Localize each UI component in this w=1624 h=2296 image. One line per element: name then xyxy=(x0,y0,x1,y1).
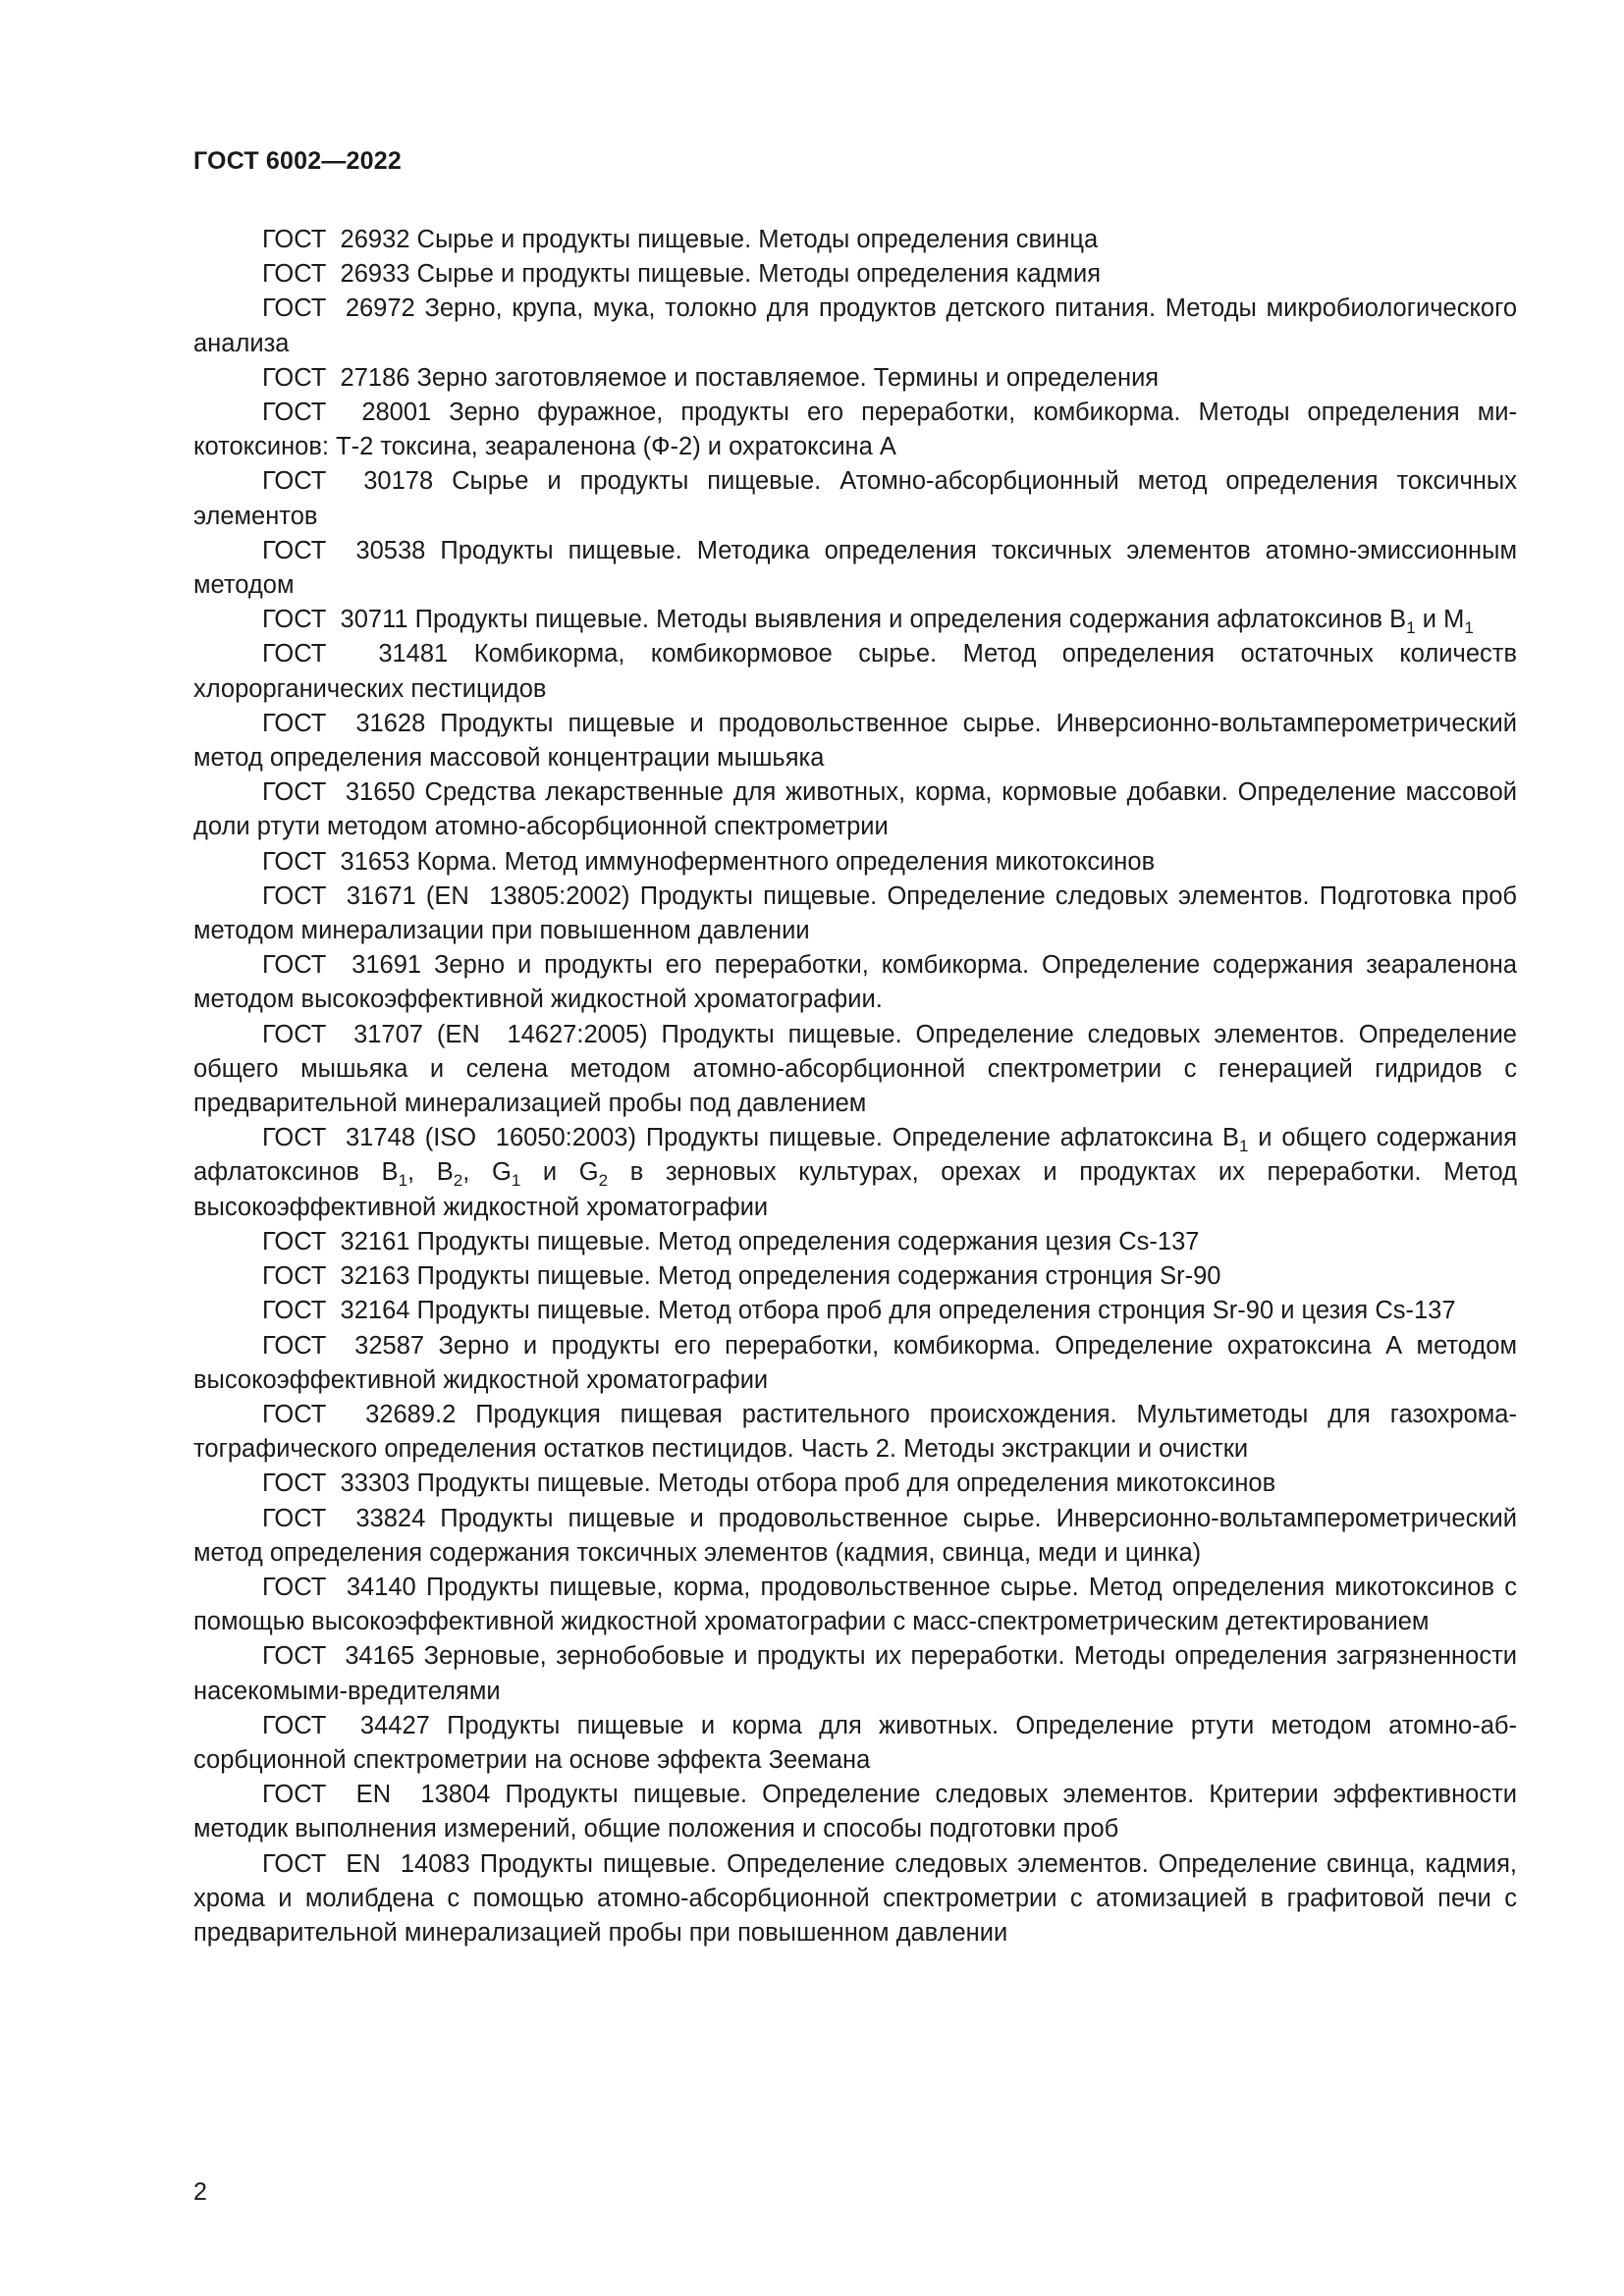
reference-title-text: Продукты пищевые. Метод отбора проб для определения стронция Sr-90 и цезия Cs-137 xyxy=(416,1297,1456,1325)
reference-title-text: Продукты пищевые. Методы отбора проб для определения микотоксинов xyxy=(416,1469,1276,1498)
reference-title-text: Зерно фуражное, продукты его переработки, комбикорма. Методы определения микотоксинов: Т-2 токсина, зеараленона (Ф-2) и охратоксина А xyxy=(193,399,1517,461)
reference-title-text: Комбикорма, комбикормовое сырье. Метод определения остаточных количеств хлорорганических пестицидов xyxy=(193,640,1517,703)
reference-code: ГОСТ 32163 xyxy=(262,1262,410,1291)
reference-title-text: , G xyxy=(462,1158,512,1187)
document-code-header: ГОСТ 6002—2022 xyxy=(193,147,402,175)
subscript-index: 2 xyxy=(453,1171,463,1191)
subscript-index: 1 xyxy=(1238,1137,1249,1156)
reference-code: ГОСТ 26972 xyxy=(262,294,415,323)
subscript-index: 1 xyxy=(1464,618,1474,638)
reference-code: ГОСТ 30538 xyxy=(262,536,426,564)
reference-entry xyxy=(193,880,1517,948)
reference-entry xyxy=(193,1571,1517,1639)
reference-entry xyxy=(193,1121,1517,1225)
reference-code: ГОСТ 30711 xyxy=(262,606,408,634)
reference-title-text: и М xyxy=(1415,606,1465,634)
reference-entry xyxy=(193,603,1517,637)
reference-code: ГОСТ 34165 xyxy=(262,1642,415,1671)
subscript-index: 2 xyxy=(598,1171,609,1191)
reference-code: ГОСТ 26933 xyxy=(262,260,410,289)
reference-entry xyxy=(193,257,1517,292)
reference-code: ГОСТ 32587 xyxy=(262,1331,425,1360)
reference-entry xyxy=(193,1467,1517,1501)
reference-code: ГОСТ 32689.2 xyxy=(262,1400,457,1428)
reference-entry xyxy=(193,1294,1517,1328)
reference-title-text: Продукты пищевые. Методы выявления и определения содержания афлатоксинов В xyxy=(414,606,1407,634)
reference-entry xyxy=(193,1847,1517,1951)
reference-entry xyxy=(193,464,1517,533)
subscript-index: 1 xyxy=(398,1171,408,1191)
reference-code: ГОСТ 31481 xyxy=(262,640,449,668)
reference-code: ГОСТ 30178 xyxy=(262,467,434,496)
reference-entry xyxy=(193,637,1517,706)
reference-title-text: Сырье и продукты пищевые. Методы определения свинца xyxy=(416,226,1099,253)
reference-code: ГОСТ 33303 xyxy=(262,1469,410,1498)
reference-entry xyxy=(193,1778,1517,1846)
reference-title-text: Средства лекарственные для животных, корма, кормовые добавки. Определение массовой доли ртути методом атомно-абсорбционной спектрометрии xyxy=(193,778,1517,841)
reference-code: ГОСТ 31653 xyxy=(262,847,410,876)
reference-title-text: Продукты пищевые. Методика определения токсичных элементов атомно-эмиссионным методом xyxy=(193,536,1518,600)
subscript-index: 1 xyxy=(1406,618,1416,638)
reference-code: ГОСТ 32161 xyxy=(262,1227,410,1255)
reference-title-text: Продукты пищевые и продовольственное сырье. Инверсионно-вольтамперометрический метод определения содержания токсичных элементов (кадмия, свинца, меди и цинка) xyxy=(193,1504,1517,1567)
reference-title-text: Продукты пищевые и корма для животных. Определение ртути методом атомно-абсорбционной спектрометрии на основе эффекта Зеемана xyxy=(193,1711,1517,1774)
reference-title-text: Продукция пищевая растительного происхождения. Мультиметоды для газохроматографического определения остатков пестицидов. Часть 2. Методы экстракции и очистки xyxy=(193,1400,1517,1464)
reference-entry xyxy=(193,396,1517,464)
reference-code: ГОСТ 31628 xyxy=(262,709,426,737)
reference-code: ГОСТ 32164 xyxy=(262,1297,410,1325)
reference-entry xyxy=(193,948,1517,1017)
reference-code: ГОСТ 28001 xyxy=(262,399,432,427)
reference-code: ГОСТ 31748 (ISO 16050:2003) xyxy=(262,1124,636,1152)
reference-title-text: Зерновые, зернобобовые и продукты их переработки. Методы определения загрязненности насекомыми-вредителями xyxy=(193,1642,1517,1705)
reference-title-text: Зерно и продукты его переработки, комбикорма. Определение содержания зеараленона методом высокоэффективной жидкостной хроматографии. xyxy=(193,951,1518,1014)
reference-title-text: Продукты пищевые. Определение следовых элементов. Подготовка проб методом минерализации при повышенном давлении xyxy=(193,881,1517,945)
reference-code: ГОСТ 27186 xyxy=(262,363,410,392)
reference-title-text: Корма. Метод иммуноферментного определения микотоксинов xyxy=(416,847,1156,876)
normative-references-list xyxy=(193,223,1517,1950)
reference-entry xyxy=(193,223,1517,257)
reference-entry xyxy=(193,1329,1517,1398)
reference-entry xyxy=(193,707,1517,775)
reference-code: ГОСТ 34427 xyxy=(262,1711,430,1739)
reference-entry xyxy=(193,1259,1517,1294)
reference-code: ГОСТ 31691 xyxy=(262,951,422,980)
reference-title-text: Продукты пищевые и продовольственное сырье. Инверсионно-вольтамперометрический метод определения массовой концентрации мышьяка xyxy=(193,709,1517,773)
reference-entry xyxy=(193,534,1517,603)
reference-code: ГОСТ 33824 xyxy=(262,1504,426,1532)
reference-entry xyxy=(193,1018,1517,1122)
reference-code: ГОСТ 31650 xyxy=(262,778,415,807)
reference-code: ГОСТ EN 13804 xyxy=(262,1781,491,1809)
reference-code: ГОСТ 34140 xyxy=(262,1573,416,1601)
reference-entry xyxy=(193,845,1517,880)
reference-title-text: Продукты пищевые. Определение следовых элементов. Определение свинца, кадмия, хрома и молибдена с помощью атомно-абсорбционной спектрометрии с атомизацией в графитовой печи с предварительной минерализацией пробы при повышенном давлении xyxy=(193,1849,1517,1947)
reference-entry xyxy=(193,361,1517,396)
reference-entry xyxy=(193,292,1517,360)
reference-entry xyxy=(193,1398,1517,1467)
reference-title-text: Продукты пищевые. Метод определения содержания цезия Cs-137 xyxy=(416,1227,1200,1255)
reference-title-text: , В xyxy=(407,1158,454,1187)
reference-code: ГОСТ 31671 (EN 13805:2002) xyxy=(262,881,630,910)
reference-title-text: Продукты пищевые. Определение афлатоксина В xyxy=(645,1124,1239,1152)
reference-title-text: Продукты пищевые. Метод определения содержания стронция Sr-90 xyxy=(416,1262,1221,1291)
reference-title-text: Сырье и продукты пищевые. Методы определения кадмия xyxy=(416,260,1102,289)
reference-entry xyxy=(193,775,1517,844)
reference-title-text: Продукты пищевые. Определение следовых элементов. Определение общего мышьяка и селена методом атомно-абсорбционной спектрометрии с генерацией гидридов с предварительной минерализацией пробы под давлением xyxy=(193,1020,1517,1118)
reference-code: ГОСТ 26932 xyxy=(262,226,410,253)
page-number: 2 xyxy=(193,2178,207,2206)
reference-title-text: Зерно заготовляемое и поставляемое. Термины и определения xyxy=(416,363,1160,392)
reference-title-text: Сырье и продукты пищевые. Атомно-абсорбционный метод определения токсичных элементов xyxy=(193,467,1518,530)
reference-entry xyxy=(193,1502,1517,1571)
reference-code: ГОСТ EN 14083 xyxy=(262,1849,470,1878)
reference-entry xyxy=(193,1709,1517,1778)
reference-entry xyxy=(193,1225,1517,1259)
reference-title-text: Зерно и продукты его переработки, комбикорма. Определение охратоксина А методом высокоэффективной жидкостной хроматографии xyxy=(193,1331,1518,1394)
reference-title-text: Продукты пищевые. Определение следовых элементов. Критерии эффективности методик выполнения измерений, общие положения и способы подготовки проб xyxy=(193,1781,1518,1843)
reference-title-text: Зерно, крупа, мука, толокно для продуктов детского питания. Методы микробиологического анализа xyxy=(193,294,1517,357)
reference-title-text: Продукты пищевые, корма, продовольственное сырье. Метод определения микотоксинов с помощью высокоэффективной жидкостной хроматографии с масс-спектрометрическим детектированием xyxy=(193,1573,1517,1636)
reference-entry xyxy=(193,1639,1517,1708)
reference-code: ГОСТ 31707 (EN 14627:2005) xyxy=(262,1020,648,1048)
reference-title-text: в зерновых культурах, орехах и продуктах их переработки. Метод высокоэффективной жидкостной хроматографии xyxy=(193,1158,1517,1221)
reference-title-text: и общего содержания афлатоксинов В xyxy=(193,1124,1518,1187)
reference-title-text: и G xyxy=(520,1158,599,1187)
subscript-index: 1 xyxy=(511,1171,521,1191)
